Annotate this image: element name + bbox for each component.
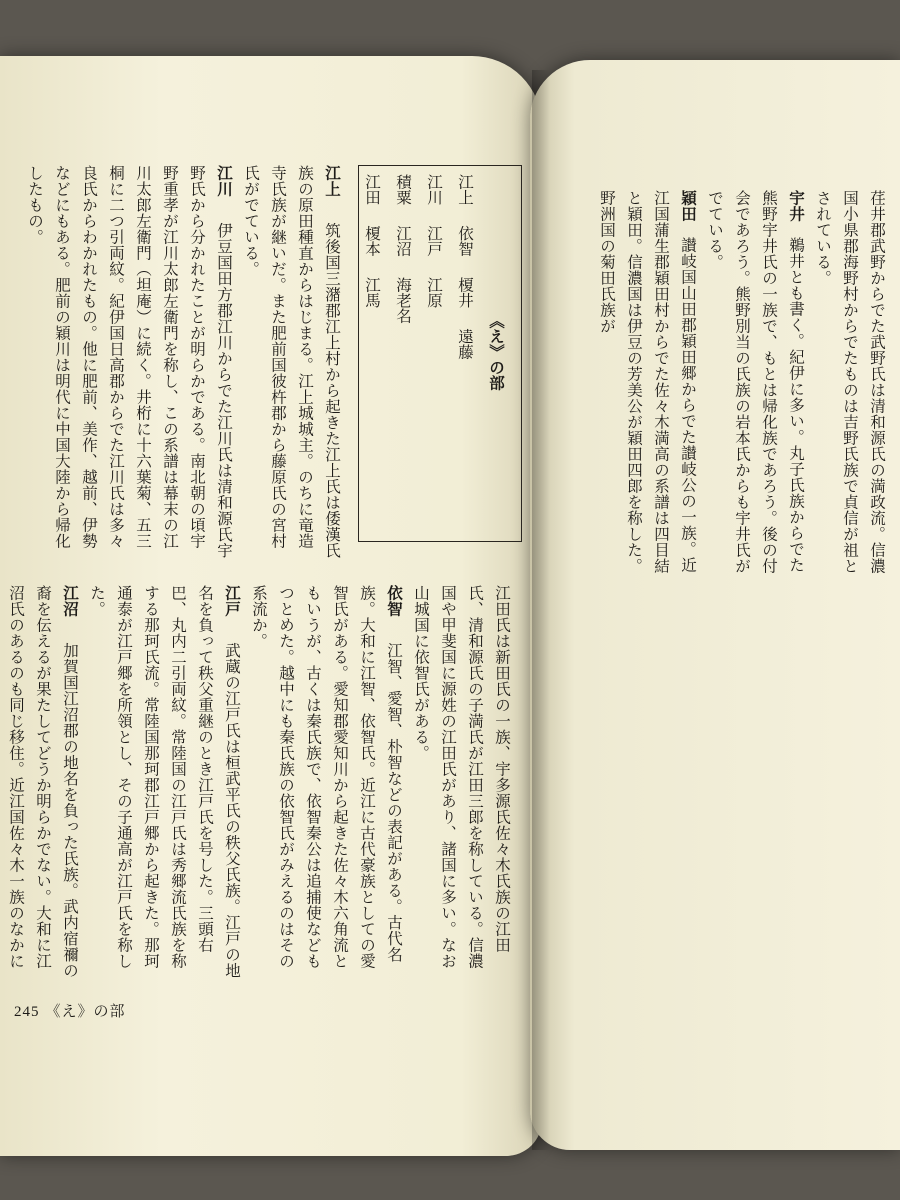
index-row: [449, 174, 480, 529]
entry-heading: 宇井: [787, 190, 805, 222]
left-upper-columns: [26, 165, 345, 560]
right-entry: 穎田 讃岐国山田郡穎田郷からでた讃岐公の一族。近江国蒲生郡穎田村からでた佐々木満高の系譜は四目結と穎田。信濃国は伊豆の芳美公が穎田四郎を称した。野洲国の菊田氏族が: [598, 190, 697, 574]
index-row: [387, 174, 418, 529]
index-box-content: [356, 174, 511, 529]
index-entry[interactable]: 榎本: [363, 225, 381, 257]
entry: 江川 伊豆国田方郡江川からでた江川氏は清和源氏宇野氏から分かれたことが明らかである。南北朝の頃宇野重孝が江川太郎左衛門を称し、この系譜は幕末の江川太郎左衛門（坦庵）に続く。井桁に十六葉菊、五三桐に二つ引両紋。紀伊国日高郡からでた江川氏は多々良氏からわかれたもの。他に肥前、美作、越前、伊勢などにもある。肥前の穎川は明代に中国大陸から帰化したもの。: [26, 165, 233, 559]
index-row: [356, 174, 387, 529]
index-box-title: 《え》の部: [487, 312, 505, 391]
index-entry[interactable]: 遠藤: [456, 328, 474, 360]
entry: 江田氏は新田氏の一族、宇多源氏佐々木氏族の江田氏、清和源氏の子満氏が江田三郎を称している。信濃国や甲斐国に源姓の江田氏があり、諸国に多い。なお山城国に依智氏がある。: [412, 585, 511, 969]
book-gutter: [532, 70, 550, 1150]
entry-heading: 依智: [385, 585, 403, 617]
entry: 依智 江智、愛智、朴智などの表記がある。古代名族。大和に江智、依智氏。近江に古代豪族としての愛智氏がある。愛知郡愛知川から起きた佐々木六角流ともいうが、古くは秦氏族で、依智秦公は追捕使などもつとめた。越中にも秦氏族の依智氏がみえるのはその系流か。: [250, 585, 403, 969]
index-entry[interactable]: 江馬: [363, 276, 381, 308]
index-entry[interactable]: 榎井: [456, 276, 474, 308]
index-entry[interactable]: 江沼: [394, 225, 412, 257]
index-entry[interactable]: 江原: [425, 276, 443, 308]
index-entry[interactable]: 江田: [363, 174, 381, 205]
index-row: [418, 174, 449, 529]
entry: 江上 筑後国三潴郡江上村から起きた江上氏は倭漢氏族の原田種直からはじまる。江上城城主。のちに竜造寺氏族が継いだ。また肥前国彼杵郡から藤原氏の宮村氏がでている。: [242, 165, 341, 559]
index-box: [358, 165, 522, 542]
entry-heading: 江沼: [61, 585, 79, 617]
page-number: 245: [14, 1004, 40, 1020]
index-entry[interactable]: 江上: [456, 174, 474, 205]
entry: 江沼 加賀国江沼郡の地名を負った氏族。武内宿禰の裔を伝えるが果たしてどうか明らかでない。大和に江沼氏のあるのも同じ移住。近江国佐々木一族のなかに: [7, 585, 79, 979]
index-entry[interactable]: 積粟: [394, 174, 412, 205]
entry-heading: 江上: [323, 165, 341, 197]
entry: 江戸 武蔵の江戸氏は桓武平氏の秩父氏族。江戸の地名を負って秩父重継のとき江戸氏を号した。三頭右巴、丸内二引両紋。常陸国の江戸氏は秀郷流氏族を称する那珂氏流。常陸国那珂郡江戸郷から起きた。那珂通泰が江戸郷を所領とし、その子通高が江戸氏を称した。: [88, 585, 241, 979]
right-page-column: [560, 190, 890, 580]
index-entry[interactable]: 江川: [425, 174, 443, 205]
right-entry: 荏井郡武野からでた武野氏は清和源氏の満政流。信濃国小県郡海野村からでたものは吉野氏族で貞信が祖とされている。: [814, 190, 886, 574]
page-folio: [14, 1000, 126, 1021]
right-entry: 宇井 鵜井とも書く。紀伊に多い。丸子氏族からでた熊野宇井氏の一族で、もとは帰化族であろう。後の付会であろう。熊野別当の氏族の岩本氏からも宇井氏がでている。: [706, 190, 805, 574]
index-entry[interactable]: 依智: [456, 225, 474, 257]
left-lower-columns: [7, 585, 515, 980]
entry-heading: 江川: [215, 165, 233, 197]
entry-heading: 穎田: [679, 190, 697, 222]
index-entry[interactable]: 海老名: [394, 276, 412, 324]
entry-heading: 江戸: [223, 585, 241, 617]
index-entry[interactable]: 江戸: [425, 225, 443, 257]
section-label: 《え》の部: [45, 1002, 126, 1020]
